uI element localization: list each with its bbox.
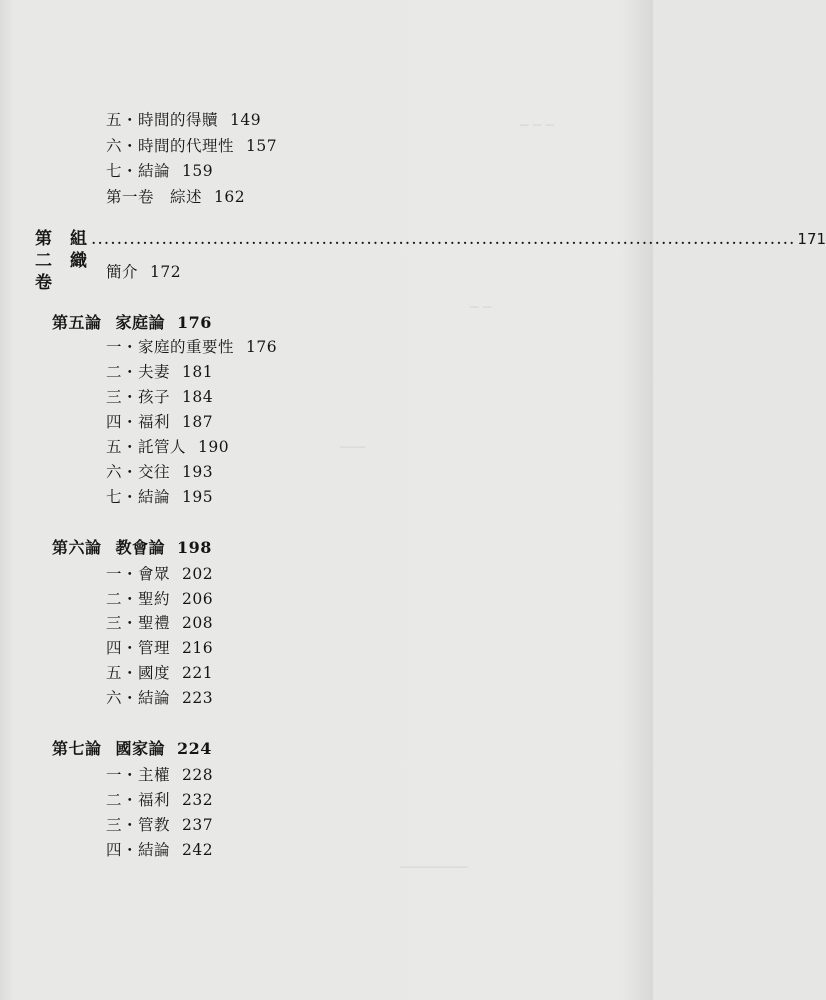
- chapter-page: 176: [177, 313, 212, 332]
- toc-entry-label: 三・孩子: [106, 388, 171, 406]
- toc-entry-page: 208: [182, 614, 214, 632]
- chapter-title: 國家論: [115, 739, 166, 758]
- toc-chapter-heading[interactable]: [52, 313, 212, 333]
- chapter-label: 第五論: [52, 313, 102, 332]
- toc-entry[interactable]: [106, 337, 277, 357]
- toc-entry-label: 第一卷 綜述: [106, 188, 203, 206]
- chapter-title: 教會論: [115, 538, 166, 557]
- toc-entry-label: 四・管理: [106, 639, 171, 657]
- volume-title: 組織: [70, 229, 87, 271]
- toc-entry-label: 一・家庭的重要性: [106, 338, 235, 356]
- toc-entry-page: 242: [182, 841, 214, 859]
- toc-entry[interactable]: [106, 387, 213, 407]
- toc-entry-page: 157: [246, 137, 278, 155]
- toc-chapter-heading[interactable]: [52, 538, 212, 558]
- toc-entry-page: 223: [182, 689, 214, 707]
- toc-entry-label: 三・管教: [106, 816, 171, 834]
- toc-entry[interactable]: [106, 187, 245, 207]
- toc-entry[interactable]: [106, 688, 213, 708]
- toc-entry-label: 一・主權: [106, 766, 171, 784]
- toc-volume-heading[interactable]: [35, 228, 826, 294]
- toc-entry-page: 206: [182, 590, 214, 608]
- toc-entry[interactable]: [106, 613, 213, 633]
- toc-entry-page: 187: [182, 413, 214, 431]
- toc-entry-label: 三・聖禮: [106, 614, 171, 632]
- toc-entry[interactable]: [106, 462, 213, 482]
- toc-entry-page: 202: [182, 565, 214, 583]
- toc-entry-label: 五・國度: [106, 664, 171, 682]
- toc-entry[interactable]: [106, 136, 277, 156]
- bleed-through-mark: ─ ─ ─: [520, 118, 555, 134]
- toc-entry[interactable]: [106, 362, 213, 382]
- toc-entry[interactable]: [106, 412, 213, 432]
- toc-entry[interactable]: [106, 840, 213, 860]
- toc-entry-label: 五・託管人: [106, 438, 187, 456]
- toc-entry[interactable]: [106, 790, 213, 810]
- toc-entry-page: 181: [182, 363, 214, 381]
- toc-entry-label: 七・結論: [106, 162, 171, 180]
- toc-entry-label: 一・會眾: [106, 565, 171, 583]
- chapter-page: 198: [177, 538, 212, 557]
- toc-entry-page: 162: [214, 188, 246, 206]
- toc-entry-intro[interactable]: [106, 262, 181, 282]
- toc-chapter-heading[interactable]: [52, 739, 212, 759]
- toc-entry-page: 190: [198, 438, 230, 456]
- bleed-through-mark: ─ ─: [470, 300, 492, 316]
- toc-entry[interactable]: [106, 161, 213, 181]
- toc-entry-label: 四・福利: [106, 413, 171, 431]
- toc-entry-label: 五・時間的得贖: [106, 111, 219, 129]
- chapter-title: 家庭論: [115, 313, 166, 332]
- toc-entry[interactable]: [106, 437, 229, 457]
- toc-entry-page: 232: [182, 791, 214, 809]
- toc-entry-page: 195: [182, 488, 214, 506]
- volume-page: 171: [797, 230, 826, 248]
- toc-entry[interactable]: [106, 564, 213, 584]
- toc-entry-page: 184: [182, 388, 214, 406]
- chapter-page: 224: [177, 739, 212, 758]
- toc-entry-page: 221: [182, 664, 214, 682]
- toc-entry-page: 172: [150, 263, 182, 281]
- toc-entry[interactable]: [106, 110, 261, 130]
- toc-entry-label: 七・結論: [106, 488, 171, 506]
- toc-entry[interactable]: [106, 765, 213, 785]
- toc-entry[interactable]: [106, 815, 213, 835]
- toc-entry[interactable]: [106, 663, 213, 683]
- toc-entry-label: 六・交往: [106, 463, 171, 481]
- toc-entry-page: 237: [182, 816, 214, 834]
- toc-entry-page: 228: [182, 766, 214, 784]
- toc-entry-page: 216: [182, 639, 214, 657]
- toc-entry[interactable]: [106, 638, 213, 658]
- chapter-label: 第七論: [52, 739, 102, 758]
- leader-dots: ..............................................................................................................: [91, 229, 796, 249]
- toc-entry-label: 二・夫妻: [106, 363, 171, 381]
- toc-entry-page: 159: [182, 162, 214, 180]
- toc-entry[interactable]: [106, 589, 213, 609]
- toc-entry[interactable]: [106, 487, 213, 507]
- bleed-through-mark: ────────: [400, 860, 468, 876]
- toc-entry-label: 四・結論: [106, 841, 171, 859]
- toc-entry-label: 六・時間的代理性: [106, 137, 235, 155]
- toc-entry-page: 149: [230, 111, 262, 129]
- volume-label: 第二卷: [35, 229, 52, 293]
- toc-entry-page: 176: [246, 338, 278, 356]
- toc-entry-page: 193: [182, 463, 214, 481]
- chapter-label: 第六論: [52, 538, 102, 557]
- bleed-through-mark: ───: [340, 440, 366, 456]
- toc-entry-label: 六・結論: [106, 689, 171, 707]
- toc-entry-label: 簡介: [106, 263, 139, 281]
- toc-entry-label: 二・福利: [106, 791, 171, 809]
- toc-entry-label: 二・聖約: [106, 590, 171, 608]
